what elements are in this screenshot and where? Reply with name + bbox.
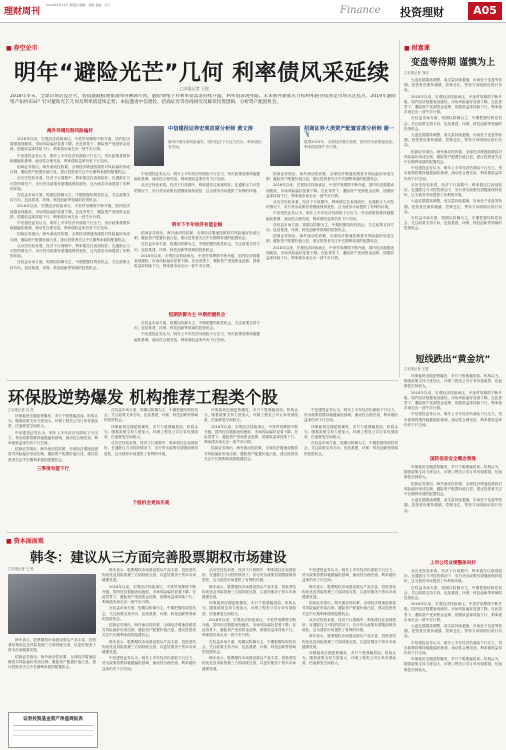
- ad-title: 证券投资基金资产净值周报表: [23, 717, 83, 722]
- paragraph: 环保板块近期逆势爆发，多只个股涨幅居前。机构认为，随着政策支持力度加大，环保工程类公司订单有望改善，估值修复空间较大。: [104, 424, 198, 440]
- paragraph: 从历史经验来看，经济下行周期中，利率债往往表现较好。在通胀压力可控的情况下，央行货币政策有望继续保持宽松，这为债券市场提供了有利的环境。: [302, 617, 396, 633]
- paragraph: 中信建投证券认为，明年上半年经济仍面临下行压力，货币政策将维持稳健偏松基调，流动性合理充裕，利率债收益率仍有下行空间。: [266, 211, 394, 221]
- paragraph: 招商证券指出，海外流动性收紧、全球经济增速放缓将对风险偏好形成压制，避险资产配置价值凸显，建议投资者关注中长期利率债的配置机会。: [266, 234, 394, 244]
- right-body-4: [404, 569, 502, 745]
- right-body-2: [404, 374, 502, 454]
- paragraph: 中信建投证券认为，明年上半年经济仍面临下行压力，货币政策将维持稳健偏松基调，流动性合理充裕，利率债收益率仍有下行空间。: [10, 221, 130, 231]
- bottom-tag: ■ 资本面面观: [6, 538, 44, 545]
- paragraph: 在权益市场方面，短期以防御为主，中期把握结构性机会，关注政策支持方向，包括基建、环保、科技创新等领域的投资机会。: [134, 242, 260, 252]
- paragraph: 大盘近期震荡调整，成交量持续萎缩，市场处于变盘等待期。投资者宜保持谨慎，控制仓位，等待方向明朗后再行布局。: [404, 199, 502, 214]
- subhead-3: 短期防御为主 中期把握机会: [168, 313, 226, 318]
- paragraph: 从历史经验来看，经济下行周期中，利率债往往表现较好。在通胀压力可控的情况下，央行货币政策有望继续保持宽松，这为债券市场提供了有利的环境。: [10, 176, 130, 191]
- right-body-3: [404, 465, 502, 557]
- ad-rule: [13, 730, 93, 731]
- english-section: Finance: [340, 5, 381, 16]
- right-tag: ■ 财富课: [404, 45, 430, 52]
- paragraph: 2018年以来，宏观经济持续承压，中美贸易摩擦不断升级，国内经济数据表现疲软，市场风险偏好显著下降。在此背景下，避险资产受到资金追捧，国债收益率持续下行，利率债市场走出一波牛市行情。: [202, 617, 296, 638]
- mid-col-3: [204, 408, 298, 528]
- paragraph: 招商证券指出，海外流动性收紧、全球经济增速放缓将对风险偏好形成压制，避险资产配置价值凸显，建议投资者关注中长期利率债的配置机会。: [8, 654, 96, 670]
- paragraph: 2018年以来，宏观经济持续承压，中美贸易摩擦不断升级，国内经济数据表现疲软，市场风险偏好显著下降。在此背景下，避险资产受到资金追捧，国债收益率持续下行，利率债市场走出一波牛市行情。: [134, 253, 260, 269]
- bottom-col-4: [302, 568, 396, 746]
- bottom-byline: □本报记者 王 锐: [8, 567, 34, 571]
- mid-subhead-b: 个股机会更加乐观: [132, 501, 170, 506]
- paragraph: 2018年以来，宏观经济持续承压，中美贸易摩擦不断升级，国内经济数据表现疲软，市场风险偏好显著下降。在此背景下，避险资产受到资金追捧，国债收益率持续下行，利率债市场走出一波牛市行情。: [404, 602, 502, 622]
- right-byline-2: □本报记者 王锐: [404, 367, 429, 371]
- paragraph: 在权益市场方面，短期以防御为主，中期把握结构性机会，关注政策支持方向，包括基建、环保、科技创新等领域的投资机会。: [104, 408, 198, 423]
- bottom-col-2: [102, 568, 196, 746]
- paragraph: 环保板块近期逆势爆发，多只个股涨幅居前。机构认为，随着政策支持力度加大，环保工程类公司订单有望改善，估值修复空间较大。: [304, 424, 398, 440]
- paragraph: 在权益市场方面，短期以防御为主，中期把握结构性机会，关注政策支持方向，包括基建、环保、科技创新等领域的投资机会。: [202, 639, 296, 655]
- paragraph: 2018年以来，宏观经济持续承压，中美贸易摩擦不断升级，国内经济数据表现疲软，市场风险偏好显著下降。在此背景下，避险资产受到资金追捧，国债收益率持续下行，利率债市场走出一波牛市行情。: [404, 390, 502, 411]
- paragraph: 韩冬表示，股票期权市场建设需从产品丰富、投资者结构优化及风险管理三方面持续完善，以更好服务于资本市场健康发展。: [102, 639, 196, 655]
- right-subhead-b: 上市公司业绩整体向好: [430, 561, 476, 566]
- right-subhead-a: 国防信息安全概念领涨: [430, 457, 476, 462]
- paragraph: 2018年以来，宏观经济持续承压，中美贸易摩擦不断升级，国内经济数据表现疲软，市场风险偏好显著下降。在此背景下，避险资产受到资金追捧，国债收益率持续下行，利率债市场走出一波牛市行情。: [266, 183, 394, 198]
- paragraph: 招商证券指出，海外流动性收紧、全球经济增速放缓将对风险偏好形成压制，避险资产配置价值凸显，建议投资者关注中长期利率债的配置机会。: [10, 165, 130, 175]
- ad-rule: [13, 725, 93, 726]
- paragraph: 在权益市场方面，短期以防御为主，中期把握结构性机会，关注政策支持方向，包括基建、环保、科技创新等领域的投资机会。: [10, 260, 130, 270]
- paragraph: 环保板块近期逆势爆发，多只个股涨幅居前。机构认为，随着政策支持力度加大，环保工程类公司订单有望改善，估值修复空间较大。: [404, 657, 502, 672]
- bottom-col-1: [8, 638, 96, 708]
- paragraph: 韩冬表示，股票期权市场建设需从产品丰富、投资者结构优化及风险管理三方面持续完善，以更好服务于资本市场健康发展。: [302, 584, 396, 600]
- paragraph: 从历史经验来看，经济下行周期中，利率债往往表现较好。在通胀压力可控的情况下，央行货币政策有望继续保持宽松，这为债券市场提供了有利的环境。: [266, 200, 394, 210]
- paragraph: 中信建投证券认为，明年上半年经济仍面临下行压力，货币政策将维持稳健偏松基调，流动性合理充裕，利率债收益率仍有下行空间。: [404, 640, 502, 656]
- paragraph: 招商证券指出，海外流动性收紧、全球经济增速放缓将对风险偏好形成压制，避险资产配置价值凸显，建议投资者关注中长期利率债的配置机会。: [102, 623, 196, 638]
- paragraph: 中信建投证券认为，明年上半年经济仍面临下行压力，货币政策将维持稳健偏松基调，流动性合理充裕，利率债收益率仍有下行空间。: [134, 332, 260, 342]
- mid-col-4: [304, 408, 398, 528]
- ad-rule: [13, 735, 93, 736]
- paragraph: 从历史经验来看，经济下行周期中，利率债往往表现较好。在通胀压力可控的情况下，央行货币政策有望继续保持宽松，这为债券市场提供了有利的环境。: [10, 243, 130, 259]
- paragraph: 在权益市场方面，短期以防御为主，中期把握结构性机会，关注政策支持方向，包括基建、环保、科技创新等领域的投资机会。: [404, 116, 502, 131]
- right-body-1: [404, 78, 502, 344]
- paragraph: 2018年以来，宏观经济持续承压，中美贸易摩擦不断升级，国内经济数据表现疲软，市场风险偏好显著下降。在此背景下，避险资产受到资金追捧，国债收益率持续下行，利率债市场走出一波牛市行情。: [404, 94, 502, 115]
- portrait-photo: [134, 126, 164, 166]
- lead-byline: □本报记者 王锐: [180, 86, 210, 91]
- portrait-photo: [270, 126, 300, 166]
- quote-1-title: 中信建投证券宏观首席分析师 黄文涛: [168, 126, 253, 132]
- lead-col-2: [134, 172, 260, 220]
- masthead: [0, 0, 506, 23]
- paragraph: 2018年以来，宏观经济持续承压，中美贸易摩擦不断升级，国内经济数据表现疲软，市场风险偏好显著下降。在此背景下，避险资产受到资金追捧，国债收益率持续下行，利率债市场走出一波牛市行情。: [10, 137, 130, 152]
- section-title: 投资理财: [400, 6, 444, 19]
- subhead-1: 海外环境压制风险偏好: [47, 129, 93, 134]
- paragraph: 在权益市场方面，短期以防御为主，中期把握结构性机会，关注政策支持方向，包括基建、环保、科技创新等领域的投资机会。: [102, 606, 196, 621]
- paragraph: 中信建投证券认为，明年上半年经济仍面临下行压力，货币政策将维持稳健偏松基调，流动性合理充裕，利率债收益率仍有下行空间。: [404, 412, 502, 427]
- mid-headline: 环保股逆势爆发 机构推荐工程类个股: [8, 388, 278, 407]
- paragraph: 大盘近期震荡调整，成交量持续萎缩，市场处于变盘等待期。投资者宜保持谨慎，控制仓位，等待方向明朗后再行布局。: [404, 498, 502, 513]
- paragraph: 招商证券指出，海外流动性收紧、全球经济增速放缓将对风险偏好形成压制，避险资产配置价值凸显，建议投资者关注中长期利率债的配置机会。: [204, 446, 298, 461]
- paragraph: 招商证券指出，海外流动性收紧、全球经济增速放缓将对风险偏好形成压制，避险资产配置价值凸显，建议投资者关注中长期利率债的配置机会。: [8, 447, 98, 462]
- paragraph: 韩冬表示，股票期权市场建设需从产品丰富、投资者结构优化及风险管理三方面持续完善，以更好服务于资本市场健康发展。: [202, 584, 296, 600]
- paragraph: 从历史经验来看，经济下行周期中，利率债往往表现较好。在通胀压力可控的情况下，央行货币政策有望继续保持宽松，这为债券市场提供了有利的环境。: [104, 441, 198, 456]
- paragraph: 招商证券指出，海外流动性收紧、全球经济增速放缓将对风险偏好形成压制，避险资产配置价值凸显，建议投资者关注中长期利率债的配置机会。: [10, 232, 130, 242]
- paragraph: 2018年以来，宏观经济持续承压，中美贸易摩擦不断升级，国内经济数据表现疲软，市场风险偏好显著下降。在此背景下，避险资产受到资金追捧，国债收益率持续下行，利率债市场走出一波牛市行情。: [266, 245, 394, 261]
- column-divider: [399, 40, 400, 378]
- lead-col-2c: [134, 321, 260, 377]
- paragraph: 大盘近期震荡调整，成交量持续萎缩，市场处于变盘等待期。投资者宜保持谨慎，控制仓位，等待方向明朗后再行布局。: [404, 624, 502, 639]
- paragraph: 2018年以来，宏观经济持续承压，中美贸易摩擦不断升级，国内经济数据表现疲软，市场风险偏好显著下降。在此背景下，避险资产受到资金追捧，国债收益率持续下行，利率债市场走出一波牛市行情。: [204, 424, 298, 445]
- paragraph: 从历史经验来看，经济下行周期中，利率债往往表现较好。在通胀压力可控的情况下，央行货币政策有望继续保持宽松，这为债券市场提供了有利的环境。: [202, 568, 296, 583]
- lead-headline: 明年“避险光芒”几何 利率债风采延续: [14, 61, 390, 86]
- paragraph: 2018年以来，宏观经济持续承压，中美贸易摩擦不断升级，国内经济数据表现疲软，市场风险偏好显著下降。在此背景下，避险资产受到资金追捧，国债收益率持续下行，利率债市场走出一波牛市行情。: [10, 204, 130, 219]
- paragraph: 从历史经验来看，经济下行周期中，利率债往往表现较好。在通胀压力可控的情况下，央行货币政策有望继续保持宽松，这为债券市场提供了有利的环境。: [404, 182, 502, 198]
- paragraph: 环保板块近期逆势爆发，多只个股涨幅居前。机构认为，随着政策支持力度加大，环保工程类公司订单有望改善，估值修复空间较大。: [204, 408, 298, 423]
- right-byline: □本报记者 刘佳: [404, 71, 429, 75]
- paragraph: 招商证券指出，海外流动性收紧、全球经济增速放缓将对风险偏好形成压制，避险资产配置价值凸显，建议投资者关注中长期利率债的配置机会。: [404, 149, 502, 165]
- paragraph: 中信建投证券认为，明年上半年经济仍面临下行压力，货币政策将维持稳健偏松基调，流动性合理充裕，利率债收益率仍有下行空间。: [302, 568, 396, 583]
- quote-2-title: 招商证券大类资产配置首席分析师 谢一飞: [304, 126, 394, 138]
- divider: [6, 532, 398, 533]
- paragraph: 中信建投证券认为，明年上半年经济仍面临下行压力，货币政策将维持稳健偏松基调，流动性合理充裕，利率债收益率仍有下行空间。: [304, 408, 398, 423]
- paragraph: 环保板块近期逆势爆发，多只个股涨幅居前。机构认为，随着政策支持力度加大，环保工程类公司订单有望改善，估值修复空间较大。: [404, 465, 502, 480]
- paragraph: 中信建投证券认为，明年上半年经济仍面临下行压力，货币政策将维持稳健偏松基调，流动性合理充裕，利率债收益率仍有下行空间。: [134, 172, 260, 182]
- mid-byline: □本报记者 沈 梓: [8, 408, 34, 412]
- paragraph: 在权益市场方面，短期以防御为主，中期把握结构性机会，关注政策支持方向，包括基建、环保、科技创新等领域的投资机会。: [266, 222, 394, 233]
- ad-box: [8, 712, 98, 748]
- bottom-headline: 韩冬：建议从三方面完善股票期权市场建设: [30, 550, 287, 566]
- paragraph: 韩冬表示，股票期权市场建设需从产品丰富、投资者结构优化及风险管理三方面持续完善，以更好服务于资本市场健康发展。: [202, 656, 296, 671]
- page-number: A05: [468, 2, 502, 20]
- paragraph: 在权益市场方面，短期以防御为主，中期把握结构性机会，关注政策支持方向，包括基建、环保、科技创新等领域的投资机会。: [134, 321, 260, 331]
- paragraph: 韩冬表示，股票期权市场建设需从产品丰富、投资者结构优化及风险管理三方面持续完善，以更好服务于资本市场健康发展。: [302, 634, 396, 649]
- paragraph: 在权益市场方面，短期以防御为主，中期把握结构性机会，关注政策支持方向，包括基建、环保、科技创新等领域的投资机会。: [10, 193, 130, 203]
- interviewee-photo: [8, 574, 96, 634]
- paragraph: 中信建投证券认为，明年上半年经济仍面临下行压力，货币政策将维持稳健偏松基调，流动性合理充裕，利率债收益率仍有下行空间。: [102, 656, 196, 671]
- paragraph: 中信建投证券认为，明年上半年经济仍面临下行压力，货币政策将维持稳健偏松基调，流动性合理充裕，利率债收益率仍有下行空间。: [404, 166, 502, 181]
- lead-intro: 2018年岁末，全球市场话没过火，股债跷跷板现象演绎得淋漓尽致。避险情绪下对利率债需求持续升温，利率债表现亮眼。未来海外通胀压力和利率路径依然是市场关注焦点，2019年避险资产如何布局？针对避险光芒几何及利率债延续走势，本报邀请中信建投、招商证券等券商研究员解读投资逻辑，分析资产配置机会。: [10, 94, 396, 106]
- paragraph: 环保板块近期逆势爆发，多只个股涨幅居前。机构认为，随着政策支持力度加大，环保工程类公司订单有望改善，估值修复空间较大。: [202, 601, 296, 616]
- divider: [6, 380, 398, 381]
- paragraph: 大盘近期震荡调整，成交量持续萎缩，市场处于变盘等待期。投资者宜保持谨慎，控制仓位，等待方向明朗后再行布局。: [404, 78, 502, 93]
- paragraph: 在权益市场方面，短期以防御为主，中期把握结构性机会，关注政策支持方向，包括基建、环保、科技创新等领域的投资机会。: [304, 441, 398, 456]
- paragraph: 招商证券指出，海外流动性收紧、全球经济增速放缓将对风险偏好形成压制，避险资产配置价值凸显，建议投资者关注中长期利率债的配置机会。: [302, 601, 396, 616]
- paragraph: 大盘近期震荡调整，成交量持续萎缩，市场处于变盘等待期。投资者宜保持谨慎，控制仓位，等待方向明朗后再行布局。: [404, 133, 502, 148]
- mid-subhead: 三季度有望下行: [36, 467, 70, 472]
- lead-col-3: [266, 172, 394, 377]
- paragraph: 环保板块近期逆势爆发，多只个股涨幅居前。机构认为，随着政策支持力度加大，环保工程类公司订单有望改善，估值修复空间较大。: [8, 414, 98, 429]
- paragraph: 从历史经验来看，经济下行周期中，利率债往往表现较好。在通胀压力可控的情况下，央行货币政策有望继续保持宽松，这为债券市场提供了有利的环境。: [134, 183, 260, 193]
- quote-2-text: 展望2019年，全球经济增长放缓，国内货币政策偏宽松，利率债延续牛市行情。: [304, 140, 396, 149]
- bottom-col-3: [202, 568, 296, 746]
- paragraph: 2018年以来，宏观经济持续承压，中美贸易摩擦不断升级，国内经济数据表现疲软，市场风险偏好显著下降。在此背景下，避险资产受到资金追捧，国债收益率持续下行，利率债市场走出一波牛市行情。: [102, 584, 196, 605]
- paragraph: 在权益市场方面，短期以防御为主，中期把握结构性机会，关注政策支持方向，包括基建、环保、科技创新等领域的投资机会。: [404, 216, 502, 231]
- issue-info: 2018年6月14日 星期四 编辑：刘娟 美编：马万: [46, 3, 111, 7]
- paragraph: 招商证券指出，海外流动性收紧、全球经济增速放缓将对风险偏好形成压制，避险资产配置价值凸显，建议投资者关注中长期利率债的配置机会。: [404, 481, 502, 497]
- mid-col-2: [104, 408, 198, 528]
- paragraph: 环保板块近期逆势爆发，多只个股涨幅居前。机构认为，随着政策支持力度加大，环保工程类公司订单有望改善，估值修复空间较大。: [302, 651, 396, 666]
- lead-tag: ■ 券空论市: [6, 45, 38, 52]
- paragraph: 招商证券指出，海外流动性收紧、全球经济增速放缓将对风险偏好形成压制，避险资产配置价值凸显，建议投资者关注中长期利率债的配置机会。: [134, 231, 260, 241]
- right-title: 变盘等待期 谨慎为上: [410, 58, 496, 68]
- paragraph: 中信建投证券认为，明年上半年经济仍面临下行压力，货币政策将维持稳健偏松基调，流动性合理充裕，利率债收益率仍有下行空间。: [8, 430, 98, 446]
- paragraph: 从历史经验来看，经济下行周期中，利率债往往表现较好。在通胀压力可控的情况下，央行货币政策有望继续保持宽松，这为债券市场提供了有利的环境。: [404, 569, 502, 584]
- paragraph: 韩冬表示，股票期权市场建设需从产品丰富、投资者结构优化及风险管理三方面持续完善，以更好服务于资本市场健康发展。: [102, 568, 196, 583]
- lead-col-2b: [134, 231, 260, 311]
- subhead-2: 明年下半年经济有望企稳: [171, 223, 223, 228]
- paragraph: 韩冬表示，股票期权市场建设需从产品丰富、投资者结构优化及风险管理三方面持续完善，以更好服务于资本市场健康发展。: [8, 638, 96, 653]
- paragraph: 环保板块近期逆势爆发，多只个股涨幅居前。机构认为，随着政策支持力度加大，环保工程类公司订单有望改善，估值修复空间较大。: [404, 374, 502, 389]
- quote-1-text: 海外环境压制风险偏好，国内经济下行压力仍存，利率债仍有空间。: [168, 140, 262, 149]
- paragraph: 在权益市场方面，短期以防御为主，中期把握结构性机会，关注政策支持方向，包括基建、环保、科技创新等领域的投资机会。: [404, 585, 502, 601]
- paragraph: 中信建投证券认为，明年上半年经济仍面临下行压力，货币政策将维持稳健偏松基调，流动性合理充裕，利率债收益率仍有下行空间。: [10, 153, 130, 163]
- right-title-2: 短线跌出“黄金坑”: [415, 355, 491, 365]
- lead-col-1: [10, 137, 130, 377]
- logo: 理财周刊: [4, 7, 41, 17]
- paragraph: 招商证券指出，海外流动性收紧、全球经济增速放缓将对风险偏好形成压制，避险资产配置价值凸显，建议投资者关注中长期利率债的配置机会。: [266, 172, 394, 182]
